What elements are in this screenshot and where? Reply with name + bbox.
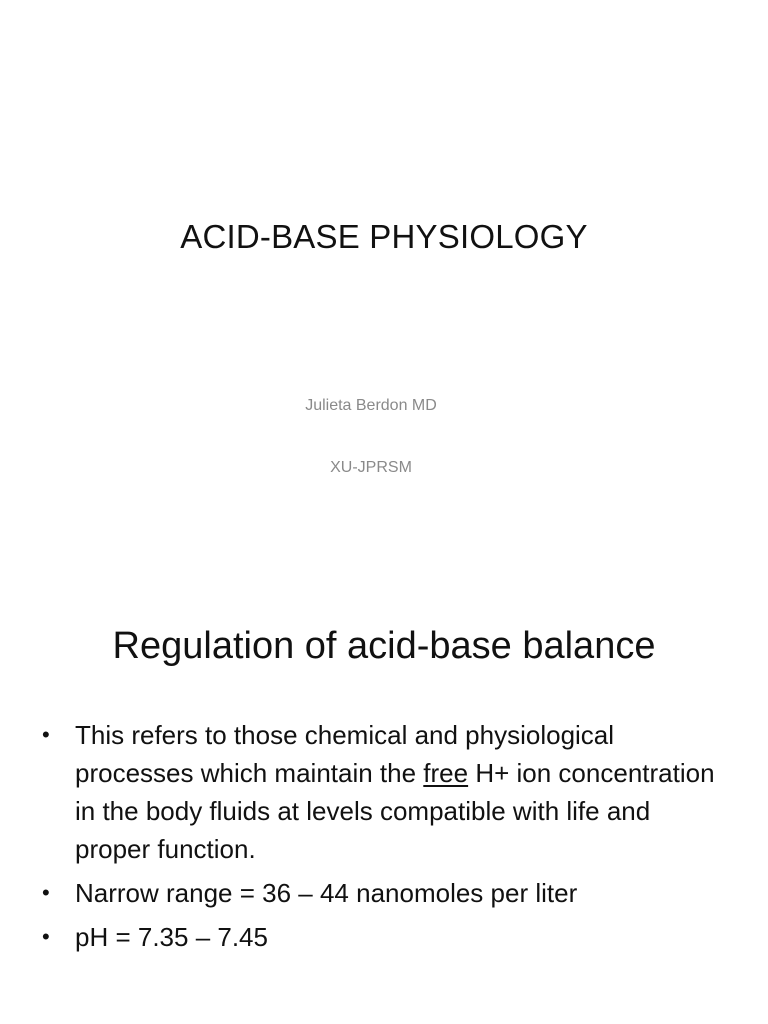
bullet-marker: • <box>42 722 50 747</box>
author-name: Julieta Berdon MD <box>305 397 437 414</box>
underlined-word: free <box>423 758 469 788</box>
slide-title: ACID-BASE PHYSIOLOGY <box>180 218 588 255</box>
bullet-text: pH = 7.35 – 7.45 <box>75 922 268 952</box>
bullet-text-part: This refers to those chemical and physiological processes which maintain the <box>75 720 615 788</box>
bullet-list <box>42 716 732 962</box>
bullet-text-part: H+ ion concentration in the body fluids at levels compatible with life and proper function. <box>75 758 715 864</box>
content-slide <box>0 576 768 1024</box>
slide-title: Regulation of acid-base balance <box>112 625 656 667</box>
bullet-marker: • <box>42 924 50 949</box>
bullet-item <box>42 716 732 868</box>
bullet-item <box>42 874 732 912</box>
bullet-item <box>42 918 732 956</box>
institution-name: XU-JPRSM <box>330 459 412 476</box>
bullet-marker: • <box>42 880 50 905</box>
bullet-text: Narrow range = 36 – 44 nanomoles per liter <box>75 878 578 908</box>
